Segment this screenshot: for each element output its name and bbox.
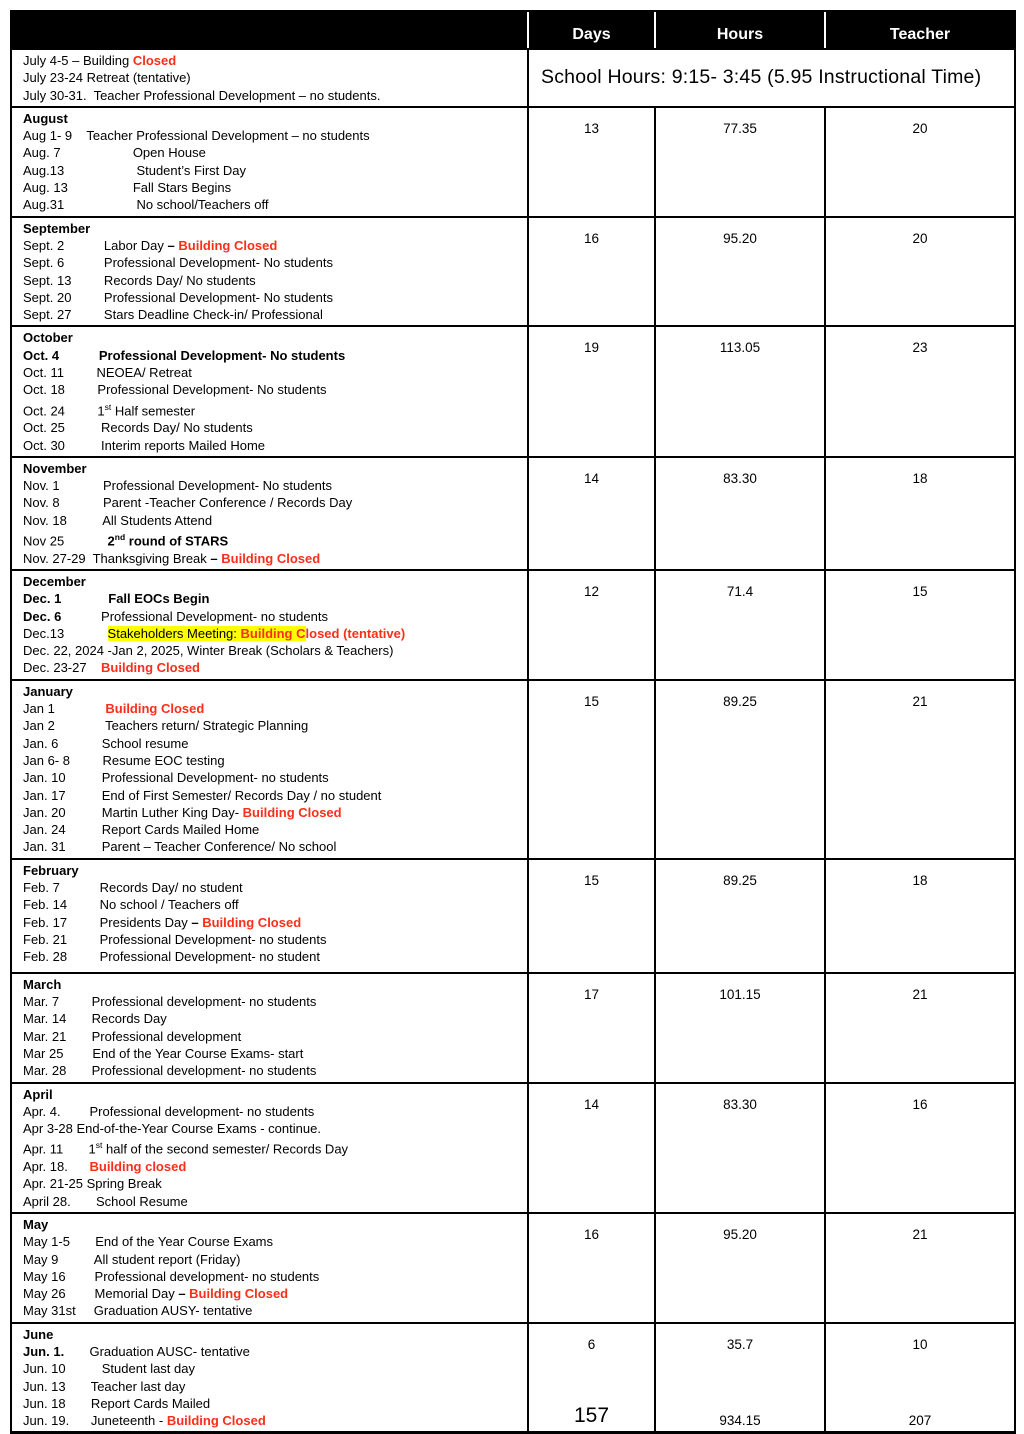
events-cell: [12, 1214, 527, 1322]
event-text: Apr. 21-25 Spring Break: [23, 1176, 162, 1192]
event-text: Oct. 4: [23, 347, 99, 363]
hours-value: 83.30: [723, 1096, 757, 1112]
event-line: [23, 437, 521, 454]
event-text: Jan 2 Teachers return/ Strategic Planning: [23, 718, 309, 734]
event-line: [23, 306, 521, 323]
closed-text: Building Closed: [166, 1413, 266, 1429]
closed-text: Building Closed: [189, 1286, 289, 1302]
event-text: Dec. 23-27: [23, 660, 102, 676]
hours-value: 89.25: [723, 693, 757, 709]
event-line: [23, 659, 521, 676]
event-text: May 9 All student report (Friday): [23, 1251, 241, 1267]
event-line: [23, 1285, 521, 1302]
days-cell: [527, 218, 654, 326]
event-line: [23, 1028, 521, 1045]
teacher-cell: [824, 327, 1014, 455]
event-text: Feb. 28 Professional Development- no student: [23, 949, 320, 965]
hours-cell: [654, 218, 824, 326]
event-line: [23, 752, 521, 769]
teacher-cell: [824, 458, 1014, 569]
event-line: [23, 144, 521, 161]
month-name: March: [23, 976, 62, 992]
event-text: Nov. 18 All Students Attend: [23, 512, 213, 528]
events-cell: [12, 1324, 527, 1432]
event-text: Sept. 6 Professional Development- No students: [23, 255, 333, 271]
event-line: [23, 550, 521, 567]
event-line: [23, 1395, 521, 1412]
days-cell: [527, 1084, 654, 1212]
teacher-cell: [824, 571, 1014, 679]
hours-value: 95.20: [723, 1226, 757, 1242]
teacher-value: 21: [912, 693, 928, 709]
hours-cell: [654, 458, 824, 569]
event-text: Jun. 1.: [23, 1343, 90, 1359]
event-text: Nov. 27-29 Thanksgiving Break: [23, 550, 211, 566]
event-text: Feb. 7 Records Day/ no student: [23, 880, 243, 896]
event-text: Oct. 24 1: [23, 402, 105, 418]
event-text: Mar. 14 Records Day: [23, 1011, 167, 1027]
event-text: Nov. 1 Professional Development- No students: [23, 478, 333, 494]
event-line: [23, 625, 521, 642]
event-line: [23, 127, 521, 144]
header-days: Days: [527, 12, 654, 48]
teacher-cell: [824, 681, 1014, 858]
event-text: Sept. 13 Records Day/ No students: [23, 272, 256, 288]
event-text: May 16 Professional development- no students: [23, 1268, 320, 1284]
event-line: [23, 196, 521, 213]
event-line: [23, 1268, 521, 1285]
days-cell: [527, 1324, 654, 1432]
teacher-cell: [824, 860, 1014, 972]
month-row-september: [12, 216, 1014, 326]
total-days: 157: [573, 1404, 610, 1428]
days-value: 19: [583, 340, 600, 356]
teacher-cell: [824, 108, 1014, 216]
teacher-value: 10: [912, 1336, 928, 1352]
event-text: Graduation AUSC- tentative: [89, 1343, 250, 1359]
event-text: Apr. 4. Professional development- no students: [23, 1103, 315, 1119]
teacher-value: 21: [912, 986, 928, 1002]
event-line: [23, 1343, 521, 1360]
month-row-november: [12, 456, 1014, 569]
event-line: [23, 289, 521, 306]
month-row-february: [12, 858, 1014, 972]
days-value: 16: [583, 230, 600, 246]
event-line: [23, 821, 521, 838]
teacher-cell: [824, 1214, 1014, 1322]
event-text: Feb. 14 No school / Teachers off: [23, 897, 239, 913]
event-text: July 4-5 – Building: [23, 53, 133, 68]
event-line: [23, 1412, 521, 1429]
event-text: Sept. 2 Labor Day: [23, 237, 168, 253]
event-line: [23, 1175, 521, 1192]
event-line: [23, 769, 521, 786]
closed-text: Building C: [240, 625, 306, 641]
event-text: st: [104, 401, 112, 412]
hours-cell: [654, 1084, 824, 1212]
month-name: April: [23, 1086, 53, 1102]
event-text: Oct. 18 Professional Development- No students: [23, 382, 327, 398]
teacher-cell: [824, 1324, 1014, 1432]
hours-value: 77.35: [723, 120, 757, 136]
event-line: [23, 717, 521, 734]
event-line: [23, 162, 521, 179]
event-line: [23, 254, 521, 271]
events-cell: [12, 974, 527, 1082]
closed-text: Building Closed: [242, 804, 342, 820]
event-text: Jan. 10 Professional Development- no students: [23, 770, 329, 786]
event-text: Jun. 13 Teacher last day: [23, 1378, 186, 1394]
hours-value: 101.15: [719, 986, 761, 1002]
month-name: May: [23, 1216, 49, 1232]
closed-text: Building Closed: [101, 660, 200, 676]
days-value: 15: [583, 693, 600, 709]
event-line: [23, 1378, 521, 1395]
teacher-value: 16: [912, 1096, 928, 1112]
month-row-december: [12, 569, 1014, 679]
event-text: st: [95, 1140, 103, 1151]
event-text: Professional Development- No students: [98, 347, 346, 363]
event-line: [23, 735, 521, 752]
month-row-april: [12, 1082, 1014, 1212]
header-hours: Hours: [654, 12, 824, 48]
total-hours: 934.15: [719, 1413, 761, 1429]
event-text: –: [167, 237, 179, 253]
event-text: –: [178, 1286, 190, 1302]
hours-value: 89.25: [723, 872, 757, 888]
event-line: [23, 993, 521, 1010]
month-row-may: [12, 1212, 1014, 1322]
teacher-cell: [824, 1084, 1014, 1212]
teacher-value: 18: [912, 470, 928, 486]
event-line: [23, 642, 521, 659]
hours-cell: [654, 1324, 824, 1432]
event-text: Mar. 7 Professional development- no students: [23, 994, 317, 1010]
month-name: February: [23, 862, 79, 878]
days-value: 13: [583, 120, 600, 136]
event-text: Aug. 7 Open House: [23, 145, 206, 161]
month-row-august: [12, 106, 1014, 216]
hours-cell: [654, 974, 824, 1082]
event-text: Feb. 21 Professional Development- no students: [23, 931, 327, 947]
event-text: Aug.13 Student’s First Day: [23, 162, 247, 178]
event-text: Oct. 30 Interim reports Mailed Home: [23, 437, 266, 453]
event-text: Jan. 17 End of First Semester/ Records Day / no student: [23, 787, 382, 803]
event-line: [23, 931, 521, 948]
event-line: [23, 52, 521, 69]
event-text: Aug.31 No school/Teachers off: [23, 197, 269, 213]
month-name: October: [23, 330, 73, 346]
events-cell: [12, 108, 527, 216]
event-line: [23, 399, 521, 420]
event-text: Fall EOCs Begin: [108, 591, 210, 607]
hours-cell: [654, 571, 824, 679]
month-name: November: [23, 460, 87, 476]
hours-cell: [654, 108, 824, 216]
event-text: Dec. 6: [23, 608, 102, 624]
event-text: Mar. 21 Professional development: [23, 1028, 242, 1044]
days-value: 14: [583, 470, 600, 486]
teacher-value: 23: [912, 340, 928, 356]
hours-value: 71.4: [726, 583, 754, 599]
hours-cell: [654, 860, 824, 972]
event-line: [23, 477, 521, 494]
event-text: May 1-5 End of the Year Course Exams: [23, 1234, 274, 1250]
teacher-value: 20: [912, 120, 928, 136]
closed-text: losed (tentative): [305, 625, 406, 641]
event-text: Sept. 20 Professional Development- No students: [23, 289, 333, 305]
closed-text: Building Closed: [202, 914, 302, 930]
event-text: Jan. 6 School resume: [23, 735, 189, 751]
events-cell: [12, 218, 527, 326]
closed-text: Building Closed: [178, 237, 278, 253]
days-value: 14: [583, 1096, 600, 1112]
event-line: [23, 529, 521, 550]
hours-value: 113.05: [719, 340, 761, 356]
closed-text: Building Closed: [105, 701, 205, 717]
event-line: [23, 272, 521, 289]
teacher-value: 18: [912, 872, 928, 888]
month-name: September: [23, 220, 91, 236]
event-text: Aug. 13 Fall Stars Begins: [23, 180, 232, 196]
event-text: Jan. 20 Martin Luther King Day-: [23, 804, 243, 820]
event-text: Apr. 18.: [23, 1159, 90, 1175]
month-rows-container: [12, 106, 1014, 1432]
event-text: Nov. 8 Parent -Teacher Conference / Records Day: [23, 495, 353, 511]
event-text: Dec. 22, 2024 -Jan 2, 2025, Winter Break (Scholars & Teachers): [23, 643, 394, 659]
event-line: [23, 347, 521, 364]
event-line: [23, 1302, 521, 1319]
event-line: [23, 1158, 521, 1175]
month-name: January: [23, 683, 73, 699]
event-line: [23, 87, 521, 104]
hours-value: 95.20: [723, 230, 757, 246]
teacher-cell: [824, 218, 1014, 326]
teacher-value: 20: [912, 230, 928, 246]
events-cell: [12, 1084, 527, 1212]
month-row-january: [12, 679, 1014, 858]
event-text: July 30-31. Teacher Professional Development – no students.: [23, 87, 381, 103]
teacher-value: 21: [912, 1226, 928, 1242]
days-cell: [527, 571, 654, 679]
july-events-cell: [12, 50, 527, 106]
event-line: [23, 948, 521, 965]
closed-text: Closed: [132, 53, 177, 68]
event-line: [23, 896, 521, 913]
event-line: [23, 838, 521, 855]
event-line: [23, 914, 521, 931]
event-line: [23, 787, 521, 804]
event-text: Feb. 17 Presidents Day: [23, 914, 192, 930]
days-cell: [527, 108, 654, 216]
event-line: [23, 419, 521, 436]
month-name: December: [23, 573, 86, 589]
event-line: [23, 879, 521, 896]
event-line: [23, 1103, 521, 1120]
event-text: Stakeholders Meeting:: [107, 625, 241, 641]
event-text: Jan 6- 8 Resume EOC testing: [23, 752, 225, 768]
hours-cell: [654, 327, 824, 455]
teacher-value: 15: [912, 583, 928, 599]
event-text: April 28. School Resume: [23, 1193, 188, 1209]
month-name: August: [23, 110, 68, 126]
event-line: [23, 700, 521, 717]
hours-value: 83.30: [723, 470, 757, 486]
event-line: [23, 1137, 521, 1158]
event-line: [23, 1045, 521, 1062]
event-text: Apr. 11 1: [23, 1141, 96, 1157]
event-line: [23, 1193, 521, 1210]
days-cell: [527, 327, 654, 455]
event-line: [23, 237, 521, 254]
event-line: [23, 179, 521, 196]
month-row-june: [12, 1322, 1014, 1432]
event-text: round of STARS: [125, 533, 229, 549]
event-line: [23, 512, 521, 529]
days-value: 6: [587, 1336, 596, 1352]
month-row-march: [12, 972, 1014, 1082]
closed-text: Building closed: [89, 1159, 187, 1175]
event-text: 2: [107, 533, 115, 549]
event-text: half of the second semester/ Records Day: [102, 1141, 349, 1157]
event-text: Mar 25 End of the Year Course Exams- start: [23, 1045, 304, 1061]
header-events-cell: [12, 12, 527, 48]
days-cell: [527, 681, 654, 858]
month-name: June: [23, 1326, 54, 1342]
event-line: [23, 590, 521, 607]
event-line: [23, 364, 521, 381]
days-cell: [527, 974, 654, 1082]
event-text: Jan. 31 Parent – Teacher Conference/ No school: [23, 839, 337, 855]
event-text: Oct. 25 Records Day/ No students: [23, 420, 253, 436]
event-text: May 31st Graduation AUSY- tentative: [23, 1303, 253, 1319]
event-text: –: [191, 914, 203, 930]
teacher-cell: [824, 974, 1014, 1082]
days-value: 16: [583, 1226, 600, 1242]
header-teacher: Teacher: [824, 12, 1014, 48]
event-text: Jan 1: [23, 701, 106, 717]
event-text: Mar. 28 Professional development- no students: [23, 1063, 317, 1079]
event-text: Oct. 11 NEOEA/ Retreat: [23, 365, 192, 381]
days-cell: [527, 1214, 654, 1322]
events-cell: [12, 860, 527, 972]
event-text: Sept. 27 Stars Deadline Check-in/ Professional: [23, 307, 323, 323]
events-cell: [12, 681, 527, 858]
event-text: Jun. 10 Student last day: [23, 1361, 195, 1377]
event-text: May 26 Memorial Day: [23, 1286, 179, 1302]
days-value: 15: [583, 872, 600, 888]
events-cell: [12, 327, 527, 455]
july-row: [12, 48, 1014, 106]
event-line: [23, 1233, 521, 1250]
school-calendar-table: [10, 10, 1016, 1434]
event-text: Aug 1- 9 Teacher Professional Development – no students: [23, 128, 370, 144]
event-line: [23, 69, 521, 86]
event-text: Dec.13: [23, 625, 108, 641]
event-line: [23, 1251, 521, 1268]
hours-cell: [654, 1214, 824, 1322]
event-text: Dec. 1: [23, 591, 109, 607]
event-text: Jun. 19. Juneteenth -: [23, 1413, 167, 1429]
hours-cell: [654, 681, 824, 858]
days-value: 17: [583, 986, 600, 1002]
event-line: [23, 494, 521, 511]
events-cell: [12, 571, 527, 679]
month-row-october: [12, 325, 1014, 455]
event-line: [23, 608, 521, 625]
event-line: [23, 1120, 521, 1137]
event-line: [23, 1062, 521, 1079]
event-text: Professional Development- no students: [101, 608, 328, 624]
event-text: Nov 25: [23, 533, 108, 549]
events-cell: [12, 458, 527, 569]
table-header-row: [12, 12, 1014, 48]
event-text: Jan. 24 Report Cards Mailed Home: [23, 822, 260, 838]
days-value: 12: [583, 583, 600, 599]
days-cell: [527, 860, 654, 972]
event-text: –: [210, 550, 222, 566]
closed-text: Building Closed: [221, 550, 321, 566]
days-cell: [527, 458, 654, 569]
total-teacher: 207: [908, 1413, 932, 1429]
hours-value: 35.7: [726, 1336, 754, 1352]
school-hours-note: School Hours: 9:15- 3:45 (5.95 Instructional Time): [527, 50, 1014, 106]
event-text: Apr 3-28 End-of-the-Year Course Exams - continue.: [23, 1121, 321, 1137]
event-line: [23, 804, 521, 821]
event-text: nd: [114, 532, 126, 543]
event-line: [23, 1360, 521, 1377]
event-text: Half semester: [111, 402, 196, 418]
event-line: [23, 381, 521, 398]
event-text: July 23-24 Retreat (tentative): [23, 70, 191, 86]
event-line: [23, 1010, 521, 1027]
event-text: Jun. 18 Report Cards Mailed: [23, 1395, 211, 1411]
